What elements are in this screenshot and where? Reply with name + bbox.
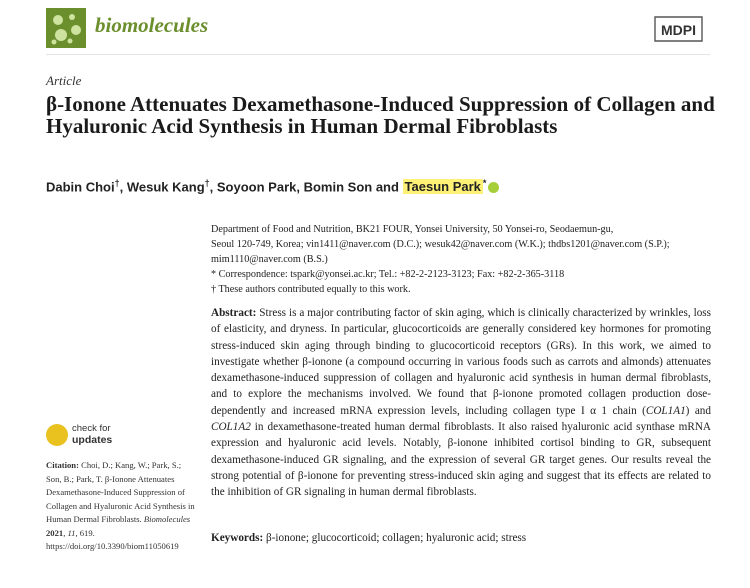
check-updates-icon	[46, 424, 68, 446]
doi-link[interactable]: , 619. https://doi.org/10.3390/biom11050619	[46, 527, 179, 551]
keywords-label: Keywords:	[211, 532, 264, 544]
keywords: Keywords: β-ionone; glucocorticoid; collagen; hyaluronic acid; stress	[211, 532, 527, 544]
equal-contribution-note: † These authors contributed equally to this work.	[211, 284, 411, 295]
author-name[interactable]: Dabin Choi	[46, 179, 115, 195]
abstract: Abstract: Stress is a major contributing factor of skin aging, which is clinically characterized by wrinkles, loss of elasticity, and dryness. In particular, glucocorticoids are generally considered key hormones for promoting stress-induced skin aging through binding to glucocorticoid receptors (GRs). In this work, we aimed to investigate whether β-ionone (a compound occurring in various foods such as carrots and almonds) attenuates dexamethasone-induced suppression of collagen and hyaluronic acid synthesis in human dermal fibroblasts, and to explore the mechanisms involved. We found that β-ionone promoted collagen production dose-dependently and increased mRNA expression levels, including collagen type I α 1 chain (COL1A1) and COL1A2 in dexamethasone-treated human dermal fibroblasts. It also raised hyaluronic acid synthase mRNA expression and hyaluronic acid levels. Notably, β-ionone inhibited cortisol binding to GR, subsequent dexamethasone-induced GR signaling, and the expression of several GR target genes. Our results reveal the strong potential of β-ionone for preventing stress-induced skin aging and suggest that its effects are related to the inhibition of GR signaling in human dermal fibroblasts.	[211, 307, 711, 499]
correspondence-note: * Correspondence: tspark@yonsei.ac.kr; Tel.: +82-2-2123-3123; Fax: +82-2-365-3118	[211, 269, 565, 280]
gene-name: COL1A1	[645, 404, 686, 417]
author-mark: †	[114, 178, 120, 188]
affiliation-line: Seoul 120-749, Korea; vin1411@naver.com (D.C.); wesuk42@naver.com (W.K.); thdbs1201@naver.com (S.P.);	[211, 239, 670, 250]
affiliation-line: mim1110@naver.com (B.S.)	[211, 254, 328, 265]
article-title: β-Ionone Attenuates Dexamethasone-Induced Suppression of Collagen and Hyaluronic Acid Synthesis in Human Dermal Fibroblasts	[46, 92, 715, 138]
author-name-highlighted[interactable]: Taesun Park	[404, 179, 481, 195]
author-name[interactable]: Wesuk Kang	[126, 179, 205, 195]
header-divider	[46, 54, 710, 55]
author-list: Dabin Choi†, Wesuk Kang†, Soyoon Park, Bomin Son and Taesun Park *	[46, 178, 499, 194]
author-mark: †	[204, 178, 210, 188]
abstract-label: Abstract:	[211, 307, 257, 319]
citation-label: Citation:	[46, 460, 79, 470]
orcid-icon[interactable]	[488, 182, 499, 193]
article-type-label: Article	[46, 73, 82, 88]
mdpi-logo-icon	[651, 14, 706, 44]
publisher-name: MDPI	[661, 22, 696, 38]
gene-name: COL1A2	[211, 421, 251, 434]
author-name[interactable]: Soyoon Park	[216, 179, 297, 195]
author-mark: *	[482, 178, 487, 188]
author-name[interactable]: Bomin Son	[303, 179, 373, 195]
affiliations	[211, 222, 711, 297]
journal-logo-icon	[46, 8, 86, 48]
check-for-updates-badge[interactable]: check for updates	[46, 422, 176, 450]
citation-block: Citation: Choi, D.; Kang, W.; Park, S.; Son, B.; Park, T. β-Ionone Attenuates Dexamethasone-Induced Suppression of Collagen and Hyaluronic Acid Synthesis in Human Dermal Fibroblasts. Biomolecules 2021, 11, 619. https://doi.org/10.3390/biom11050619	[46, 460, 195, 551]
affiliation-line: Department of Food and Nutrition, BK21 FOUR, Yonsei University, 50 Yonsei-ro, Seodaemun-gu,	[211, 224, 614, 235]
journal-name: biomolecules	[95, 13, 209, 37]
